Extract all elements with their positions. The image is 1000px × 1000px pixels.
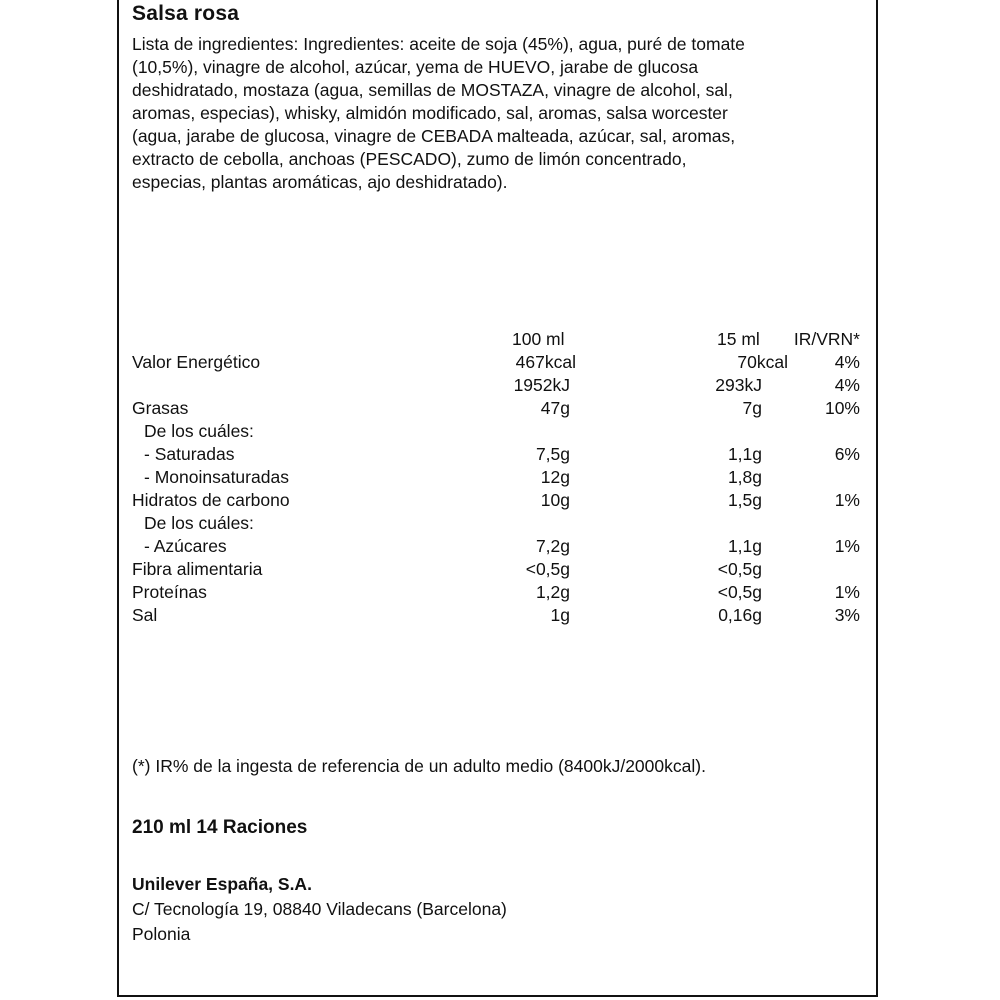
value-per-portion: 1,1g [727,444,762,464]
nutrition-row [132,558,872,581]
value-ir: 4% [834,352,860,372]
value-per-100ml: 10g [540,490,570,510]
ingredients-list [132,33,832,194]
nutrition-row [132,489,872,512]
value-per-100ml: <0,5g [525,559,570,579]
value-ir: 1% [834,536,860,556]
ingredients-line: aromas, especias), whisky, almidón modificado, sal, aromas, salsa worcester [132,103,728,123]
value-per-portion: 7g [742,398,762,418]
country-of-origin: Polonia [132,924,191,944]
value-per-portion: <0,5g [717,559,762,579]
value-per-100ml: 47g [540,398,570,418]
nutrition-row [132,351,872,374]
value-ir: 1% [834,582,860,602]
nutrition-row [132,420,872,443]
ingredients-line: (agua, jarabe de glucosa, vinagre de CEBADA malteada, azúcar, sal, aromas, [132,126,736,146]
nutrition-table [132,328,872,627]
value-ir: 10% [824,398,860,418]
nutrient-label: Fibra alimentaria [132,559,263,579]
value-ir: 6% [834,444,860,464]
value-per-100ml: 1952kJ [513,375,570,395]
nutrient-label: Hidratos de carbono [132,490,290,510]
nutrient-label: - Saturadas [144,444,235,464]
footnote: (*) IR% de la ingesta de referencia de un adulto medio (8400kJ/2000kcal). [132,756,706,776]
ingredients-line: extracto de cebolla, anchoas (PESCADO), zumo de limón concentrado, [132,149,687,169]
nutrient-label: Sal [132,605,158,625]
value-per-portion: 1,5g [727,490,762,510]
nutrition-row [132,397,872,420]
value-per-portion: <0,5g [717,582,762,602]
nutrient-label: Valor Energético [132,352,261,372]
nutrient-label: Proteínas [132,582,207,602]
portions-info: 210 ml 14 Raciones [132,817,308,838]
value-per-portion: 293kJ [715,375,762,395]
nutrition-row [132,443,872,466]
company-name: Unilever España, S.A. [132,874,312,894]
value-per-portion: 0,16g [718,605,762,625]
value-per-100ml: 7,5g [535,444,570,464]
nutrition-row [132,535,872,558]
ingredients-line: especias, plantas aromáticas, ajo deshidratado). [132,172,508,192]
header-ir-vrn: IR/VRN* [793,329,860,349]
value-per-portion: 70kcal [737,352,788,372]
value-per-100ml: 467kcal [515,352,576,372]
nutrient-label: - Monoinsaturadas [144,467,289,487]
nutrition-row [132,581,872,604]
nutrition-row [132,374,872,397]
header-per-100ml: 100 ml [512,329,565,349]
value-ir: 3% [834,605,860,625]
nutrient-label: Grasas [132,398,189,418]
value-ir: 1% [834,490,860,510]
value-per-100ml: 12g [540,467,570,487]
nutrient-label: De los cuáles: [144,421,254,441]
value-per-portion: 1,1g [727,536,762,556]
nutrition-row [132,604,872,627]
nutrition-row [132,512,872,535]
value-per-100ml: 1,2g [535,582,570,602]
header-per-portion: 15 ml [717,329,760,349]
value-ir: 4% [834,375,860,395]
nutrition-row [132,466,872,489]
value-per-100ml: 1g [550,605,570,625]
ingredients-line: Lista de ingredientes: Ingredientes: aceite de soja (45%), agua, puré de tomate [132,34,745,54]
value-per-portion: 1,8g [727,467,762,487]
nutrient-label: - Azúcares [144,536,227,556]
ingredients-line: deshidratado, mostaza (agua, semillas de MOSTAZA, vinagre de alcohol, sal, [132,80,733,100]
value-per-100ml: 7,2g [535,536,570,556]
ingredients-line: (10,5%), vinagre de alcohol, azúcar, yema de HUEVO, jarabe de glucosa [132,57,699,77]
nutrient-label: De los cuáles: [144,513,254,533]
company-address: C/ Tecnología 19, 08840 Viladecans (Barcelona) [132,899,507,919]
nutrition-header-row [132,328,872,351]
product-title: Salsa rosa [132,2,240,25]
